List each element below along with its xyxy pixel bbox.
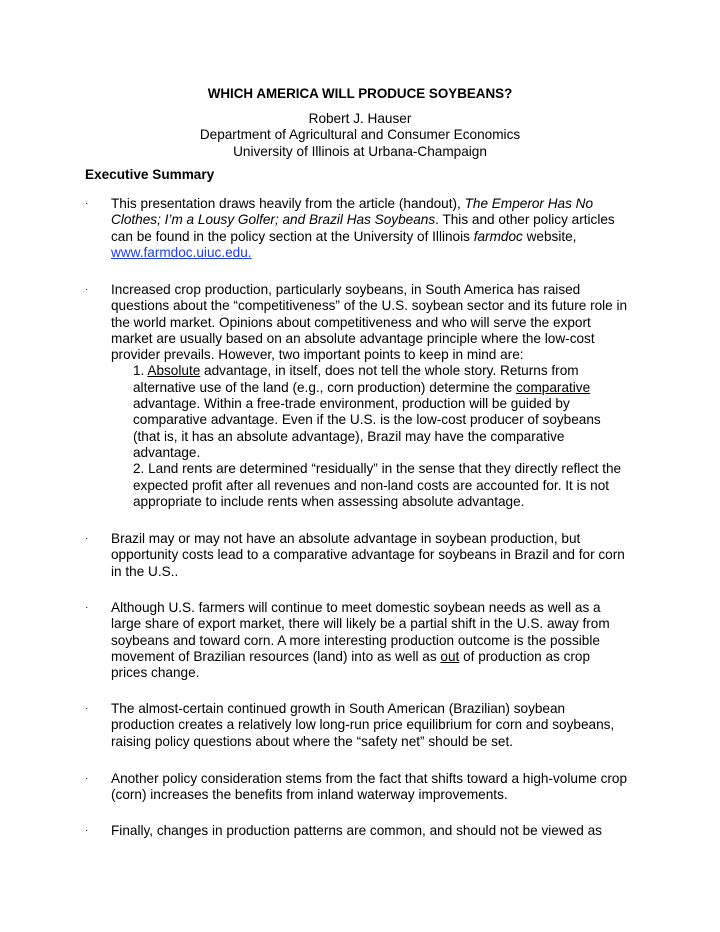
bullet-icon: ·: [85, 825, 89, 836]
summary-item-3: [85, 531, 630, 580]
paragraph-3: Brazil may or may not have an absolute advantage in soybean production, but opportunity costs lead to a comparative advantage for soybeans in Brazil and for corn in the U.S..: [111, 531, 625, 579]
point-2: 2. Land rents are determined “residually” in the sense that they directly reflect the expected profit after all revenues and non-land costs are accounted for. It is not appropriate to include rents when assessing absolute advantage.: [133, 461, 622, 509]
farmdoc-link[interactable]: www.farmdoc.uiuc.edu.: [111, 244, 252, 260]
page-title: WHICH AMERICA WILL PRODUCE SOYBEANS?: [207, 86, 513, 101]
summary-item-6: [85, 771, 630, 804]
summary-item-2: [85, 282, 630, 510]
paragraph-1: This presentation draws heavily from the article (handout), The Emperor Has No Clothes; I’m a Lousy Golfer; and Brazil Has Soybeans. This and other policy articles can be found in the policy section at the University of Illinois farmdoc website, www.farmdoc.uiuc.edu.: [111, 196, 615, 260]
summary-item-1: [85, 196, 630, 261]
bullet-icon: ·: [85, 773, 89, 784]
bullet-icon: ·: [85, 284, 89, 295]
section-heading: Executive Summary: [85, 167, 215, 182]
author-block: [0, 111, 720, 160]
summary-item-5: [85, 701, 630, 750]
author-name: Robert J. Hauser: [308, 111, 412, 126]
bullet-icon: ·: [85, 602, 89, 613]
paragraph-2-intro: Increased crop production, particularly soybeans, in South America has raised questions about the “competitiveness” of the U.S. soybean sector and its future role in the world market. Opinions about competitiveness and who will serve the export market are usually based on an absolute advantage principle where the low-cost provider prevails. However, two important points to keep in mind are:: [111, 282, 628, 363]
author-university: University of Illinois at Urbana-Champaign: [233, 143, 487, 159]
paragraph-6: Another policy consideration stems from the fact that shifts toward a high-volume crop (corn) increases the benefits from inland waterway improvements.: [111, 771, 628, 803]
paragraph-5: The almost-certain continued growth in South American (Brazilian) soybean production creates a relatively low long-run price equilibrium for corn and soybeans, raising policy questions about where the “safety net” should be set.: [111, 701, 615, 749]
summary-item-4: [85, 600, 630, 681]
point-1: 1. Absolute advantage, in itself, does not tell the whole story. Returns from alternative use of the land (e.g., corn production) determine the comparative advantage. Within a free-trade environment, production will be guided by comparative advantage. Even if the U.S. is the low-cost producer of soybeans (that is, it has an absolute advantage), Brazil may have the comparative advantage.: [133, 363, 601, 460]
author-department: Department of Agricultural and Consumer Economics: [199, 127, 521, 143]
summary-item-7: [85, 823, 630, 839]
bullet-icon: ·: [85, 703, 89, 714]
paragraph-2: [111, 282, 630, 510]
paragraph-4: Although U.S. farmers will continue to meet domestic soybean needs as well as a large share of export market, there will likely be a partial shift in the U.S. away from soybeans and toward corn. A more interesting production outcome is the possible movement of Brazilian resources (land) into as well as out of production as crop prices change.: [111, 600, 610, 681]
bullet-icon: ·: [85, 198, 89, 209]
paragraph-7: Finally, changes in production patterns are common, and should not be viewed as: [111, 823, 602, 838]
bullet-icon: ·: [85, 533, 89, 544]
